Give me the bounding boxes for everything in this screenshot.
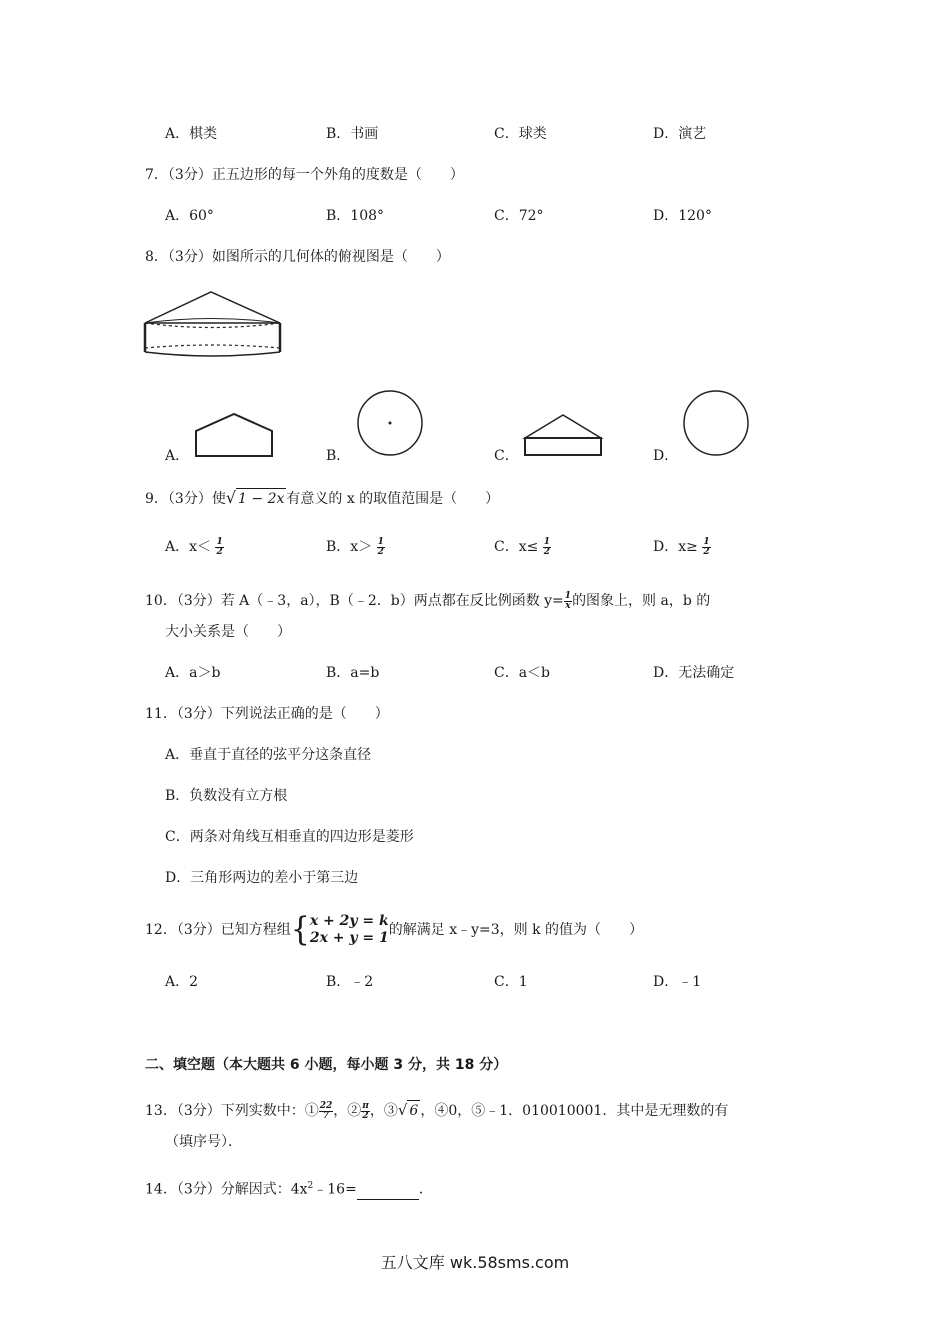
q7-option-d: D．120°	[653, 208, 712, 224]
q8-option-c: C．	[494, 448, 519, 464]
q12-equation-2: 2x + y = 1	[309, 930, 389, 946]
q14-exponent: 2	[307, 1181, 314, 1191]
q8-option-b-figure	[355, 388, 427, 460]
section-2-title: 二、填空题（本大题共 6 小题，每小题 3 分，共 18 分）	[145, 1057, 508, 1073]
q13-stem: 13．（3分）下列实数中：① $\frac{22}{7}$ ，② $\frac{\pi}{2}$ ，③√ 6 ，④0，⑤﹣1．010010001．其中是无理数的有	[145, 1100, 729, 1121]
q10-stem	[145, 591, 710, 611]
q9-option-a-fraction: $\frac{1}{2}$	[216, 536, 223, 557]
q6-option-d: D．演艺	[653, 126, 707, 142]
q10-stem-post: 的图象上，则 a，b 的	[572, 593, 711, 609]
q7-option-b: B．108°	[326, 208, 385, 224]
q6-option-b: B．书画	[326, 126, 379, 142]
q14-stem-pre: 14．（3分）分解因式：4x	[145, 1181, 308, 1198]
q9-option-b-label: B．x＞	[326, 539, 373, 555]
q11-option-b: B．负数没有立方根	[165, 788, 288, 804]
q10-option-d: D．无法确定	[653, 665, 735, 681]
q9-option-c-label: C．x≤	[494, 539, 539, 555]
q12-stem	[145, 910, 643, 950]
q9-option-d-fraction: $\frac{1}{2}$	[703, 536, 710, 557]
q8-solid-figure	[140, 288, 290, 358]
q9-option-a-label: A．x＜	[165, 539, 212, 555]
q10-stem-line2: 大小关系是（ ）	[165, 624, 291, 640]
q8-option-d: D．	[653, 448, 679, 464]
q7-option-a: A．60°	[165, 208, 214, 224]
q12-option-a: A．2	[165, 974, 199, 990]
q13-fraction-2: $\frac{\pi}{2}$	[362, 1100, 369, 1121]
q13-sep-2: ，③	[369, 1103, 398, 1119]
q9-option-b	[326, 537, 385, 557]
q12-stem-pre: 12．（3分）已知方程组	[145, 922, 291, 938]
q10-option-b: B．a=b	[326, 665, 380, 681]
q10-option-a: A．a＞b	[165, 665, 221, 681]
q9-option-d-label: D．x≥	[653, 539, 698, 555]
q8-option-d-figure	[681, 388, 753, 460]
q13-stem-post: ，④0，⑤﹣1．010010001．其中是无理数的有	[420, 1103, 729, 1119]
q9-radicand: 1 − 2x	[236, 488, 286, 509]
q13-stem-pre: 13．（3分）下列实数中：①	[145, 1103, 319, 1119]
q14-answer-blank[interactable]	[357, 1185, 419, 1200]
q11-option-c: C．两条对角线互相垂直的四边形是菱形	[165, 829, 414, 845]
q8-option-a: A．	[165, 448, 190, 464]
q6-option-c: C．球类	[494, 126, 547, 142]
q9-option-c-fraction: $\frac{1}{2}$	[543, 536, 551, 557]
q11-option-d: D．三角形两边的差小于第三边	[165, 870, 359, 886]
q9-option-b-fraction: $\frac{1}{2}$	[377, 536, 384, 557]
q11-stem: 11．（3分）下列说法正确的是（ ）	[145, 706, 389, 722]
q9-option-a	[165, 537, 224, 557]
q14-stem	[145, 1176, 433, 1200]
q13-stem-line2: （填序号）．	[165, 1134, 242, 1150]
q7-stem: 7．（3分）正五边形的每一个外角的度数是（ ）	[145, 167, 464, 183]
q10-option-c: C．a＜b	[494, 665, 551, 681]
q9-stem-post: 有意义的 x 的取值范围是（ ）	[286, 491, 500, 507]
q8-stem: 8．（3分）如图所示的几何体的俯视图是（ ）	[145, 249, 450, 265]
q12-stem-post: 的解满足 x﹣y=3，则 k 的值为（ ）	[388, 922, 644, 938]
q13-sqrt-arg: 6	[407, 1100, 420, 1121]
q12-option-c: C．1	[494, 974, 528, 990]
q12-option-b: B．﹣2	[326, 974, 374, 990]
q8-option-c-figure	[521, 410, 605, 460]
q12-option-d: D．﹣1	[653, 974, 702, 990]
q9-stem: 9．（3分）使√ 1 − 2x 有意义的 x 的取值范围是（ ）	[145, 488, 500, 507]
q9-stem-pre: 9．（3分）使	[145, 491, 226, 507]
q11-option-a: A．垂直于直径的弦平分这条直径	[165, 747, 372, 763]
q7-option-c: C．72°	[494, 208, 544, 224]
q10-stem-pre: 10．（3分）若 A（﹣3，a），B（﹣2．b）两点都在反比例函数 y=	[145, 593, 564, 609]
q13-fraction-1: $\frac{22}{7}$	[319, 1100, 333, 1121]
q12-equation-1: x + 2y = k	[309, 913, 389, 929]
q8-option-b: B．	[326, 448, 351, 464]
q12-equation-system: {x + 2y = k 2x + y = 1	[290, 910, 389, 949]
q14-stem-post: ﹣16=	[313, 1181, 357, 1198]
q6-option-a: A．棋类	[165, 126, 218, 142]
q9-option-d	[653, 537, 711, 557]
q14-stem-end: ．	[418, 1181, 433, 1198]
q13-sep-1: ，②	[333, 1103, 362, 1119]
q10-fraction: $\frac{1}{x}$	[564, 590, 572, 611]
q9-option-c	[494, 537, 551, 557]
footer-watermark: 五八文库 wk.58sms.com	[380, 1253, 570, 1272]
q8-option-a-figure	[192, 410, 276, 460]
